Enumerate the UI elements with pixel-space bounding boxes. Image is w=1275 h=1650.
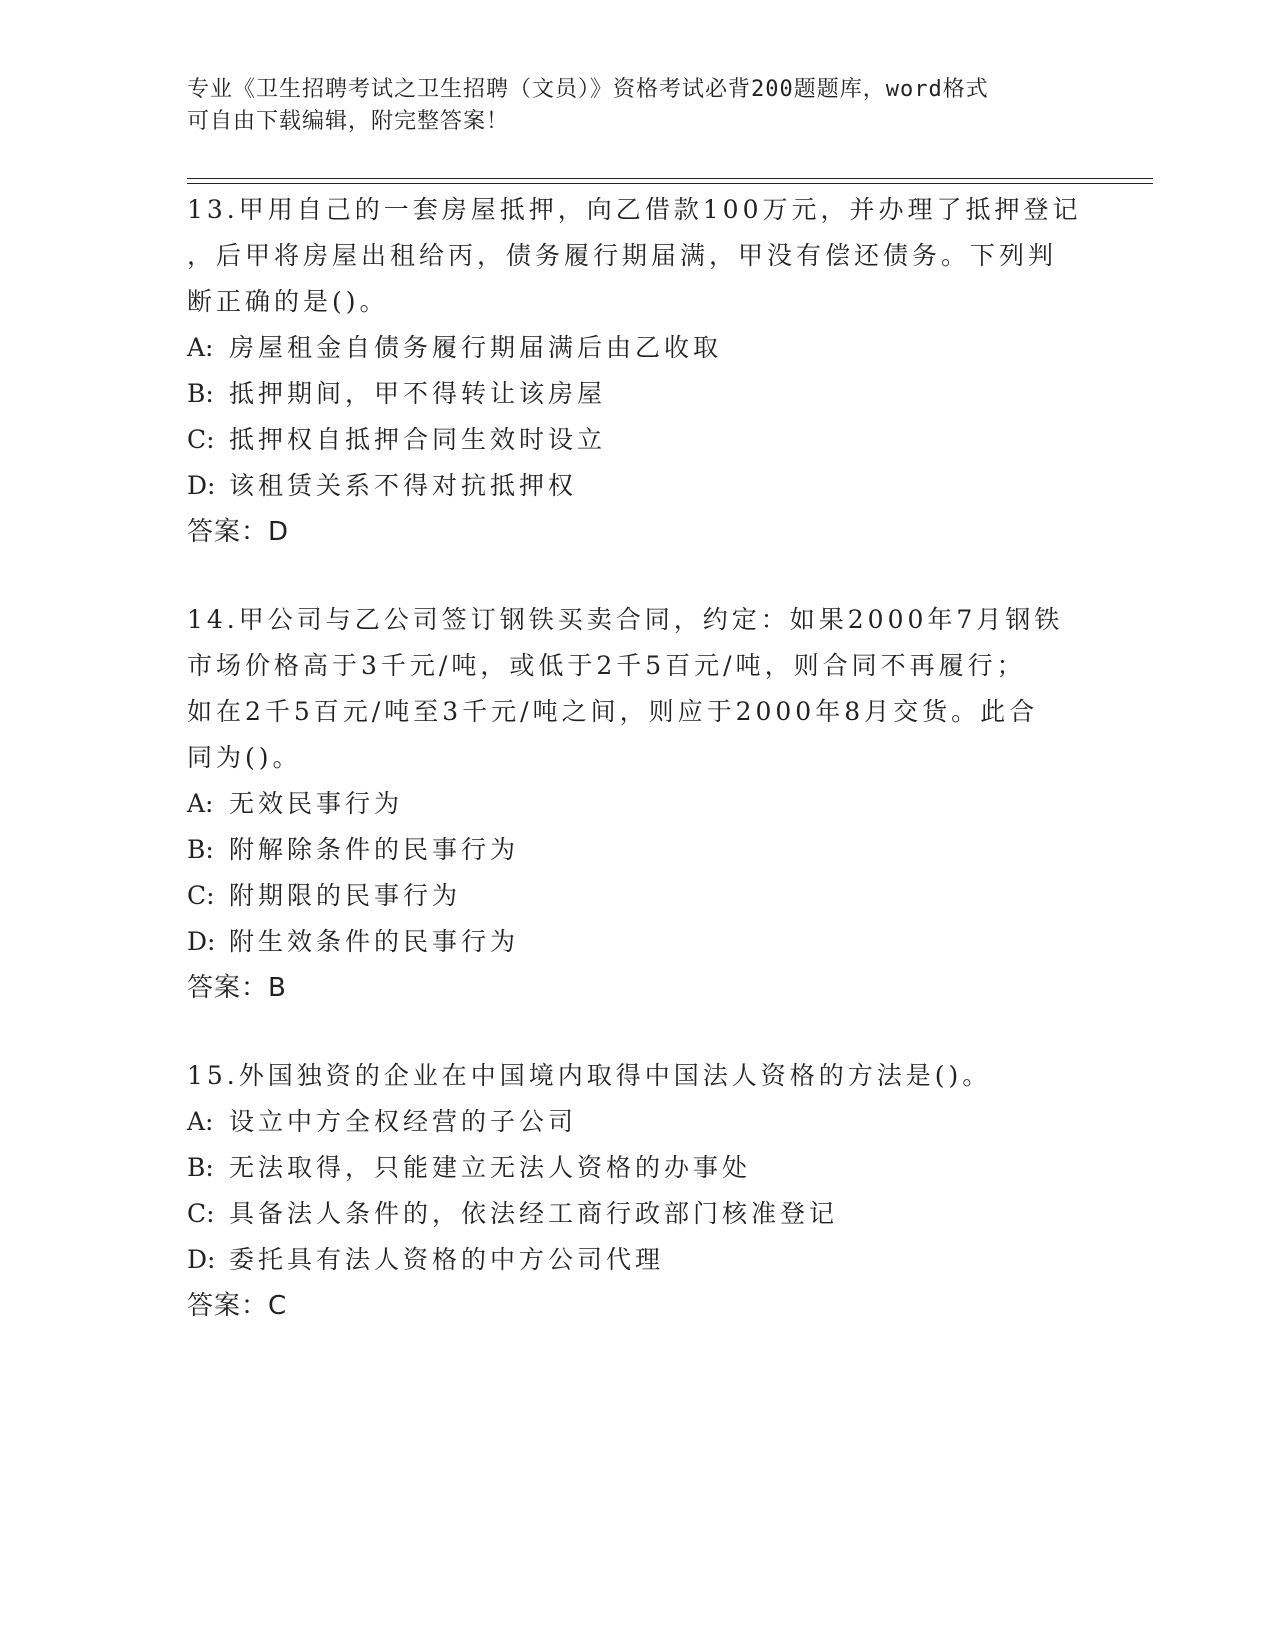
option-a <box>187 325 1087 371</box>
option-letter: A: <box>187 333 214 362</box>
question-text-line: 15.外国独资的企业在中国境内取得中国法人资格的方法是()。 <box>187 1061 992 1090</box>
answer-label: 答案：C <box>187 1291 288 1321</box>
header-line-1: 专业《卫生招聘考试之卫生招聘（文员）》资格考试必背200题题库，word格式 <box>187 77 989 102</box>
option-text: 该租赁关系不得对抗抵押权 <box>229 471 578 500</box>
option-letter: C: <box>187 425 215 454</box>
option-text: 具备法人条件的，依法经工商行政部门核准登记 <box>229 1199 839 1228</box>
answer-label: 答案：B <box>187 973 287 1003</box>
option-c <box>187 1191 1087 1237</box>
option-text: 房屋租金自债务履行期届满后由乙收取 <box>229 333 723 362</box>
option-text: 无效民事行为 <box>229 789 404 818</box>
question-text-line: ，后甲将房屋出租给丙，债务履行期届满，甲没有偿还债务。下列判 <box>187 241 1058 270</box>
option-d <box>187 919 1087 965</box>
question-text-line: 断正确的是()。 <box>187 287 389 316</box>
document-header <box>187 74 1087 138</box>
question-text-line: 市场价格高于3千元/吨，或低于2千5百元/吨，则合同不再履行； <box>187 651 1026 680</box>
option-text: 抵押权自抵押合同生效时设立 <box>229 425 607 454</box>
option-letter: A: <box>187 789 214 818</box>
question-text-line: 14.甲公司与乙公司签订钢铁买卖合同，约定：如果2000年7月钢铁 <box>187 605 1064 634</box>
option-text: 附解除条件的民事行为 <box>229 835 520 864</box>
option-a <box>187 781 1087 827</box>
option-b <box>187 827 1087 873</box>
question-text-line: 如在2千5百元/吨至3千元/吨之间，则应于2000年8月交货。此合 <box>187 697 1039 726</box>
option-d <box>187 1237 1087 1283</box>
option-letter: D: <box>187 471 216 500</box>
option-letter: A: <box>187 1107 214 1136</box>
option-b <box>187 371 1087 417</box>
option-b <box>187 1145 1087 1191</box>
question-text-line: 13.甲用自己的一套房屋抵押，向乙借款100万元，并办理了抵押登记 <box>187 195 1082 224</box>
option-letter: C: <box>187 1199 215 1228</box>
question-text-line: 同为()。 <box>187 743 302 772</box>
option-text: 无法取得，只能建立无法人资格的办事处 <box>229 1153 752 1182</box>
question-13 <box>187 187 1087 555</box>
question-15 <box>187 1053 1087 1329</box>
option-c <box>187 873 1087 919</box>
option-letter: B: <box>187 379 214 408</box>
option-text: 委托具有法人资格的中方公司代理 <box>229 1245 665 1274</box>
question-14 <box>187 597 1087 1011</box>
option-c <box>187 417 1087 463</box>
option-text: 附生效条件的民事行为 <box>229 927 520 956</box>
option-letter: B: <box>187 835 214 864</box>
option-letter: D: <box>187 1245 216 1274</box>
option-text: 附期限的民事行为 <box>229 881 462 910</box>
header-divider-bottom <box>187 183 1153 184</box>
answer-label: 答案：D <box>187 517 290 547</box>
option-text: 抵押期间，甲不得转让该房屋 <box>229 379 607 408</box>
header-divider-top <box>187 178 1153 179</box>
option-letter: C: <box>187 881 215 910</box>
option-d <box>187 463 1087 509</box>
header-line-2: 可自由下载编辑，附完整答案！ <box>187 109 510 134</box>
option-letter: D: <box>187 927 216 956</box>
option-text: 设立中方全权经营的子公司 <box>229 1107 578 1136</box>
option-a <box>187 1099 1087 1145</box>
option-letter: B: <box>187 1153 214 1182</box>
